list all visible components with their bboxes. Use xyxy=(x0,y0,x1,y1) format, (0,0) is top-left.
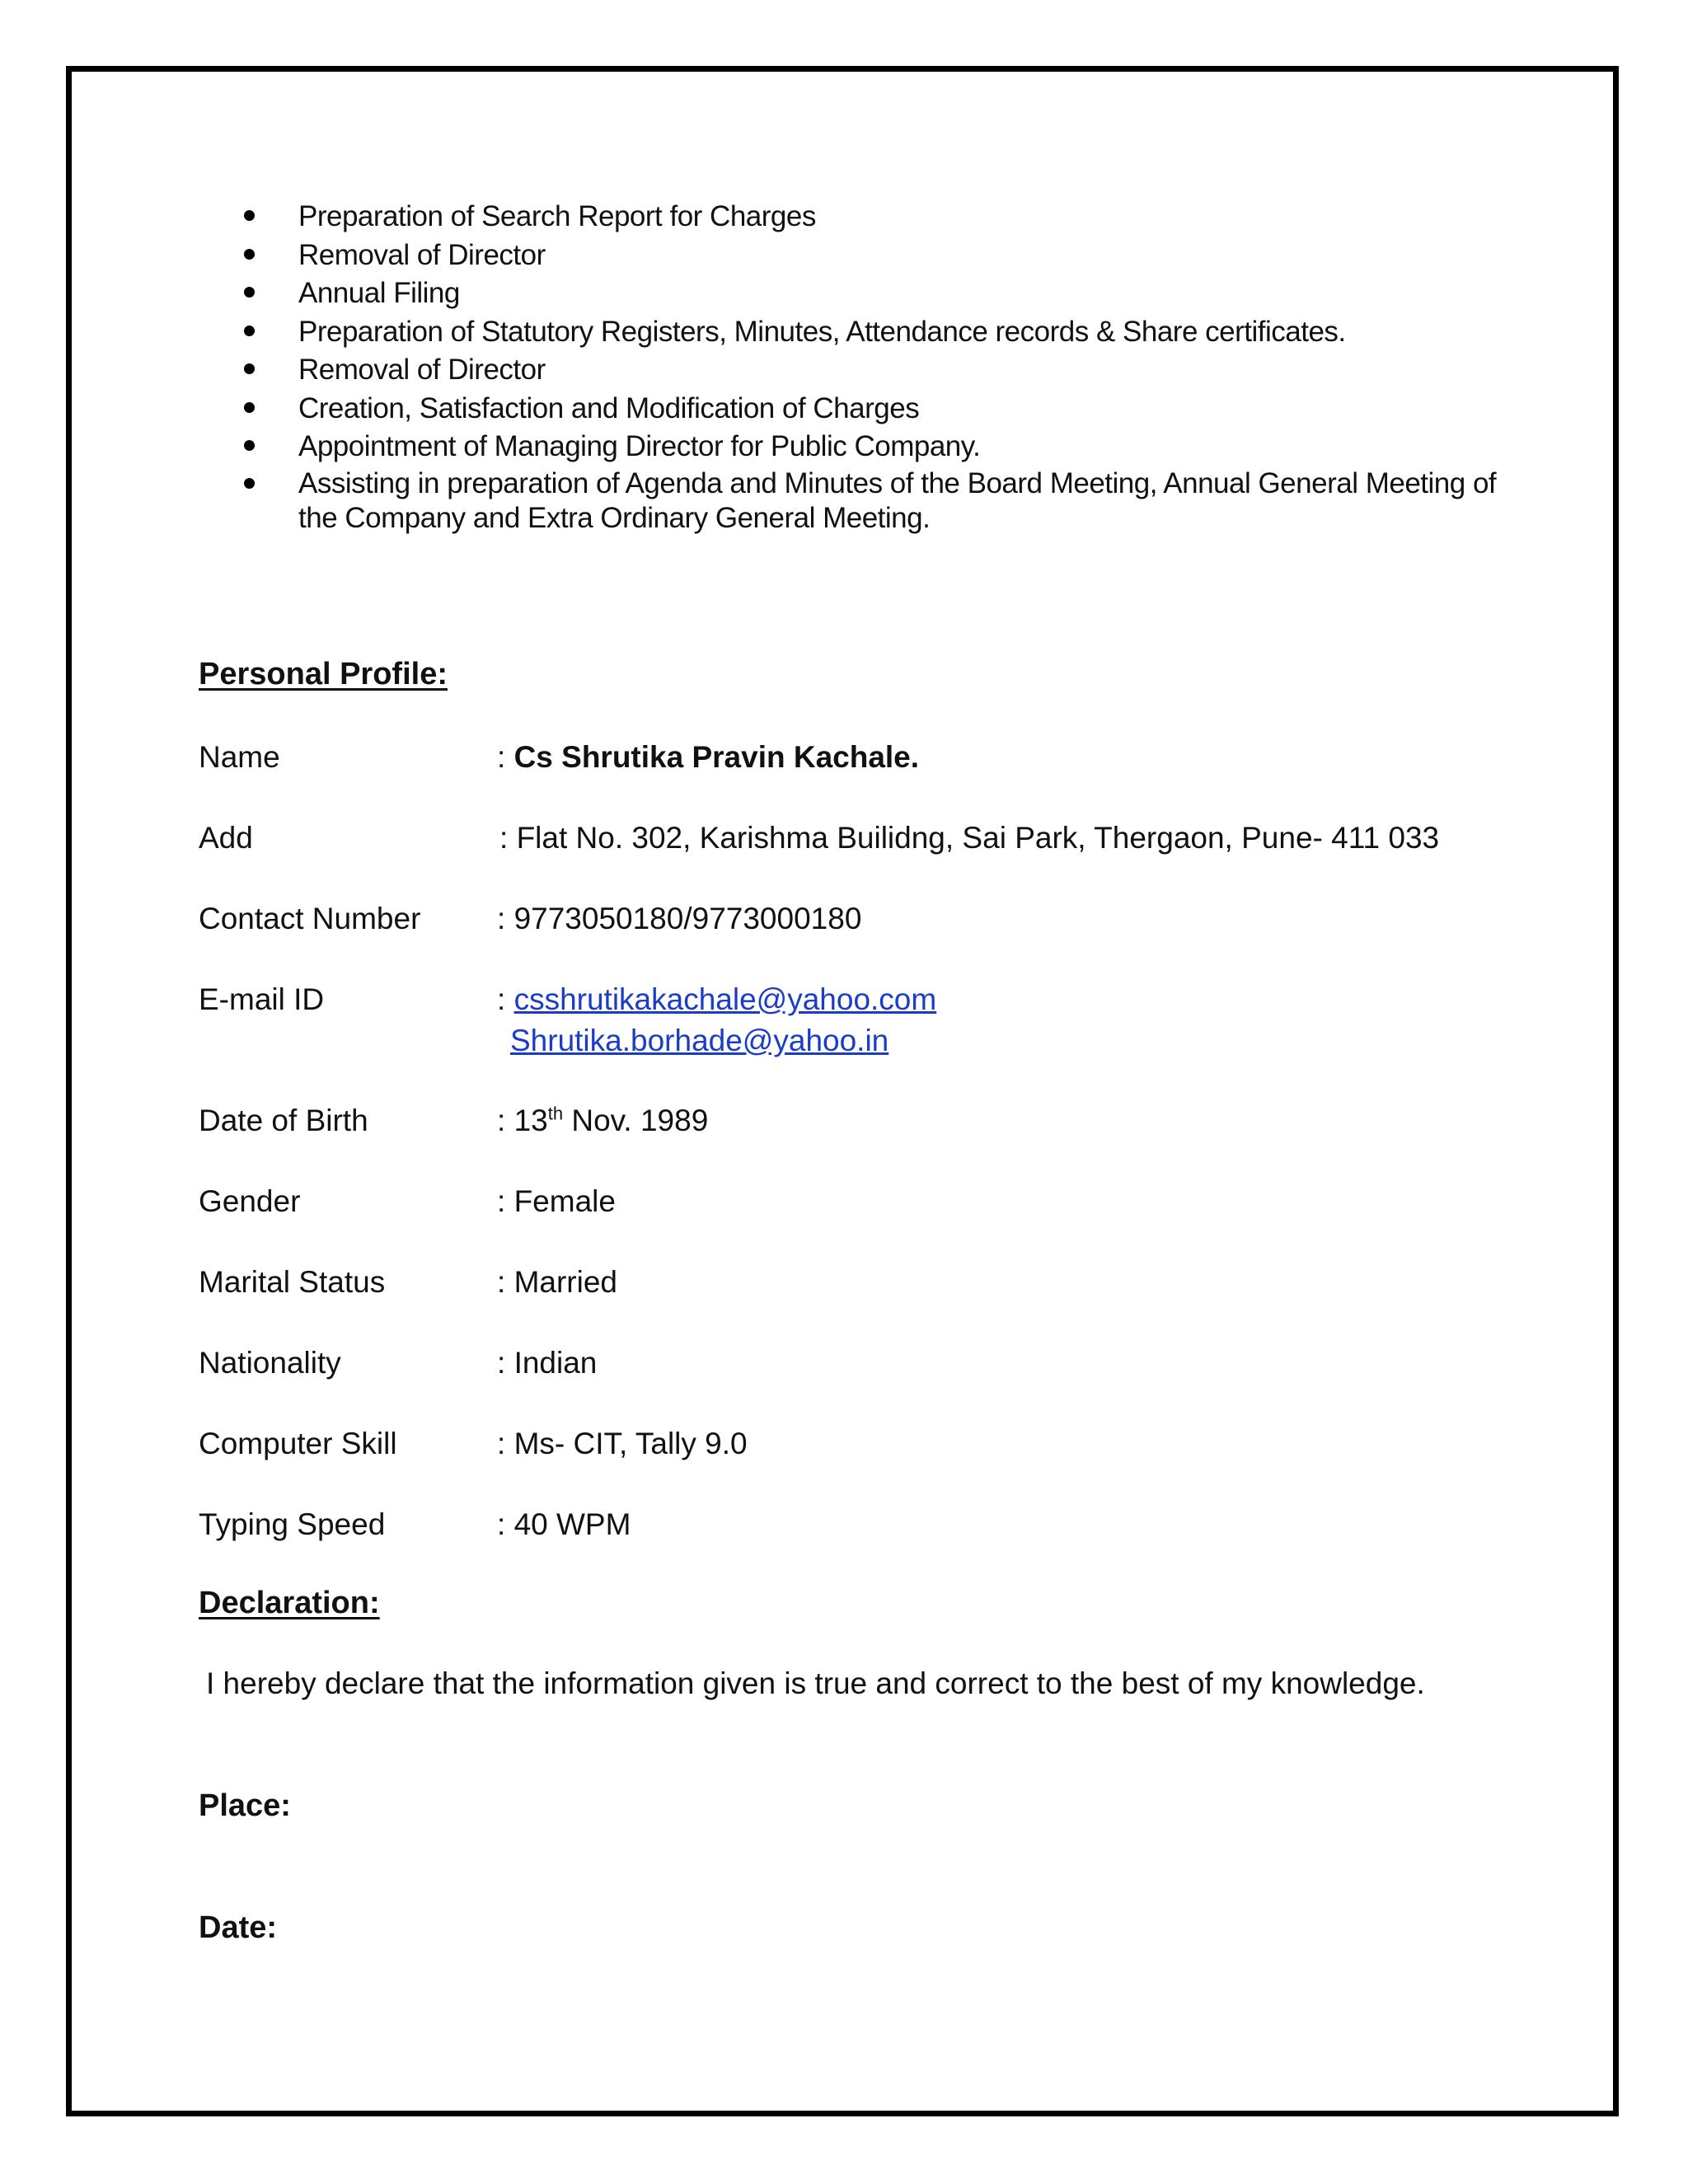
bullet-icon xyxy=(244,210,255,221)
bullet-icon xyxy=(244,326,255,336)
list-item: Appointment of Managing Director for Public Company. xyxy=(244,428,1497,466)
name-label: Name xyxy=(199,740,280,774)
marital-label: Marital Status xyxy=(199,1265,386,1299)
place-label: Place: xyxy=(199,1788,291,1823)
computer-skill-value: Ms- CIT, Tally 9.0 xyxy=(513,1427,748,1460)
list-item: Assisting in preparation of Agenda and Minutes of the Board Meeting, Annual General Meeting of the Company and Extra Ordinary General Meeting. xyxy=(244,466,1497,536)
address-label: Add xyxy=(199,821,253,855)
email-link-primary[interactable]: csshrutikakachale@yahoo.com xyxy=(513,982,937,1016)
list-item: Annual Filing xyxy=(244,274,1497,313)
bullet-icon xyxy=(244,363,255,374)
bullet-icon xyxy=(244,249,255,260)
list-item: Preparation of Statutory Registers, Minutes, Attendance records & Share certificates. xyxy=(244,313,1497,352)
gender-value: Female xyxy=(513,1184,616,1218)
address-value: Flat No. 302, Karishma Builidng, Sai Park, Thergaon, Pune- 411 033 xyxy=(516,821,1440,855)
list-item: Preparation of Search Report for Charges xyxy=(244,198,1497,237)
typing-speed-value: 40 WPM xyxy=(513,1507,631,1541)
declaration-heading: Declaration: xyxy=(199,1586,380,1620)
typing-speed-label: Typing Speed xyxy=(199,1507,386,1541)
bullet-icon xyxy=(244,440,255,451)
bullet-icon xyxy=(244,402,255,413)
dob-rest: Nov. 1989 xyxy=(571,1104,709,1137)
list-item: Removal of Director xyxy=(244,237,1497,275)
bullet-icon xyxy=(244,478,255,489)
contact-label: Contact Number xyxy=(199,902,421,935)
email-label: E-mail ID xyxy=(199,982,325,1016)
nationality-value: Indian xyxy=(513,1346,598,1380)
dob-label: Date of Birth xyxy=(199,1104,368,1137)
dob-day: 13 xyxy=(513,1104,548,1137)
date-label: Date: xyxy=(199,1910,278,1945)
contact-value: 9773050180/9773000180 xyxy=(513,902,862,935)
nationality-label: Nationality xyxy=(199,1346,341,1380)
dob-suffix: th xyxy=(547,1103,564,1124)
gender-label: Gender xyxy=(199,1184,301,1218)
declaration-text: I hereby declare that the information given is true and correct to the best of my knowledge. xyxy=(206,1666,1425,1700)
computer-skill-label: Computer Skill xyxy=(199,1427,397,1460)
email-link-secondary[interactable]: Shrutika.borhade@yahoo.in xyxy=(510,1024,889,1057)
list-item: Creation, Satisfaction and Modification of Charges xyxy=(244,390,1497,429)
duties-list xyxy=(244,198,1497,536)
personal-profile-heading: Personal Profile: xyxy=(199,657,448,691)
name-value: Cs Shrutika Pravin Kachale. xyxy=(513,740,920,774)
list-item: Removal of Director xyxy=(244,351,1497,390)
marital-value: Married xyxy=(513,1265,617,1299)
bullet-icon xyxy=(244,287,255,298)
